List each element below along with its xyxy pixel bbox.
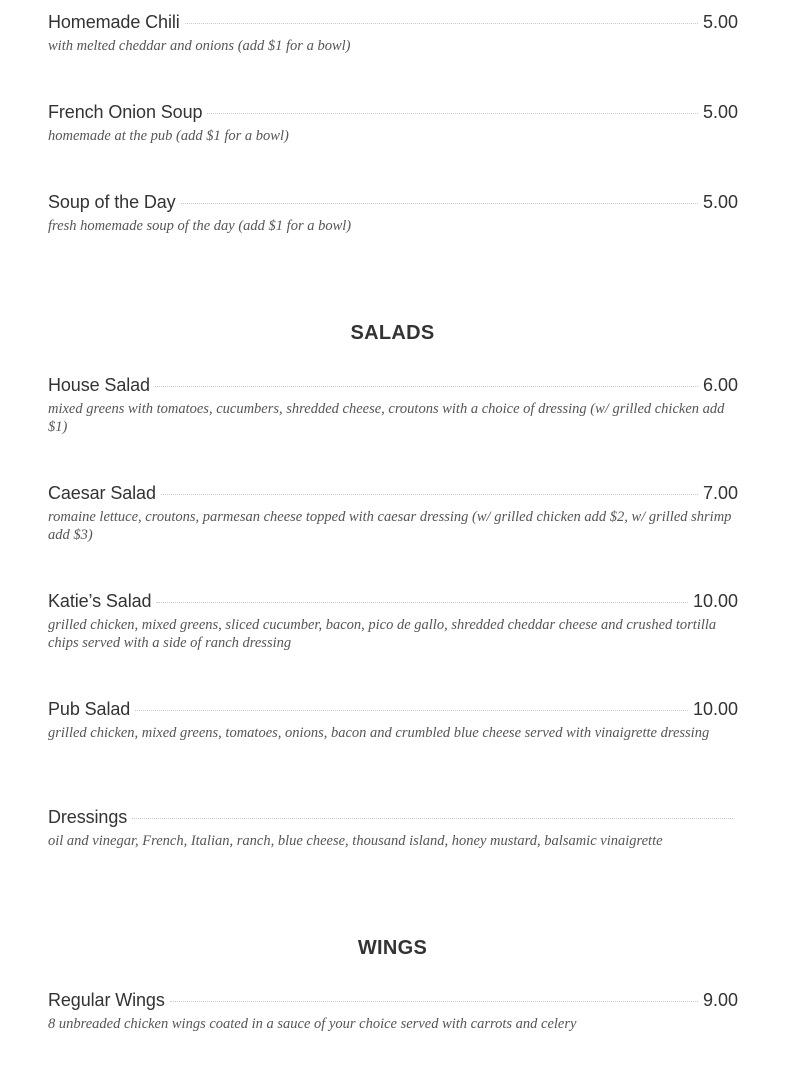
item-name: French Onion Soup — [48, 102, 203, 122]
item-description: romaine lettuce, croutons, parmesan cheese topped with caesar dressing (w/ grilled chicken add $2, w/ grilled shrimp add $3) — [48, 509, 732, 543]
item-price: 5.00 — [702, 12, 738, 32]
item-description: grilled chicken, mixed greens, tomatoes, onions, bacon and crumbled blue cheese served with vinaigrette dressing — [48, 725, 710, 741]
menu-item-homemade-chili — [48, 12, 738, 55]
item-name: Katie’s Salad — [48, 591, 152, 611]
item-name: Caesar Salad — [48, 483, 156, 503]
menu-item-soup-of-the-day — [48, 192, 738, 235]
menu-item-regular-wings — [48, 990, 738, 1033]
item-name: Soup of the Day — [48, 192, 176, 212]
dot-leader — [185, 23, 698, 24]
section-title-wings: WINGS — [357, 937, 428, 959]
item-price: 7.00 — [702, 483, 738, 503]
item-price: 9.00 — [702, 990, 738, 1010]
menu-item-caesar-salad — [48, 483, 738, 544]
dot-leader — [170, 1001, 698, 1002]
section-title-salads: SALADS — [350, 322, 435, 344]
item-description: homemade at the pub (add $1 for a bowl) — [48, 128, 289, 144]
menu-item-katies-salad — [48, 591, 738, 652]
menu-item-french-onion-soup — [48, 102, 738, 145]
item-name: Regular Wings — [48, 990, 165, 1010]
item-description: oil and vinegar, French, Italian, ranch, blue cheese, thousand island, honey mustard, balsamic vinaigrette — [48, 833, 663, 849]
item-name: Pub Salad — [48, 699, 131, 719]
item-price: 10.00 — [692, 591, 738, 611]
item-price: 10.00 — [692, 699, 738, 719]
item-price: 6.00 — [702, 375, 738, 395]
item-name: House Salad — [48, 375, 150, 395]
dot-leader — [161, 494, 698, 495]
dot-leader — [207, 113, 698, 114]
dot-leader — [132, 818, 733, 819]
item-price: 5.00 — [702, 102, 738, 122]
item-price: 5.00 — [702, 192, 738, 212]
item-description: 8 unbreaded chicken wings coated in a sauce of your choice served with carrots and celery — [48, 1016, 577, 1032]
menu-item-pub-salad — [48, 699, 738, 742]
dot-leader — [155, 386, 698, 387]
dot-leader — [181, 203, 698, 204]
item-name: Dressings — [48, 807, 128, 827]
dot-leader — [135, 710, 688, 711]
item-description: with melted cheddar and onions (add $1 for a bowl) — [48, 38, 351, 54]
item-description: mixed greens with tomatoes, cucumbers, shredded cheese, croutons with a choice of dressing (w/ grilled chicken add $1) — [48, 401, 725, 435]
menu-item-house-salad — [48, 375, 738, 436]
dot-leader — [156, 602, 688, 603]
item-description: fresh homemade soup of the day (add $1 for a bowl) — [48, 218, 352, 234]
menu-item-dressings — [48, 807, 738, 850]
item-name: Homemade Chili — [48, 12, 180, 32]
item-description: grilled chicken, mixed greens, sliced cucumber, bacon, pico de gallo, shredded cheddar cheese and crushed tortilla chips served with a side of ranch dressing — [48, 617, 717, 651]
